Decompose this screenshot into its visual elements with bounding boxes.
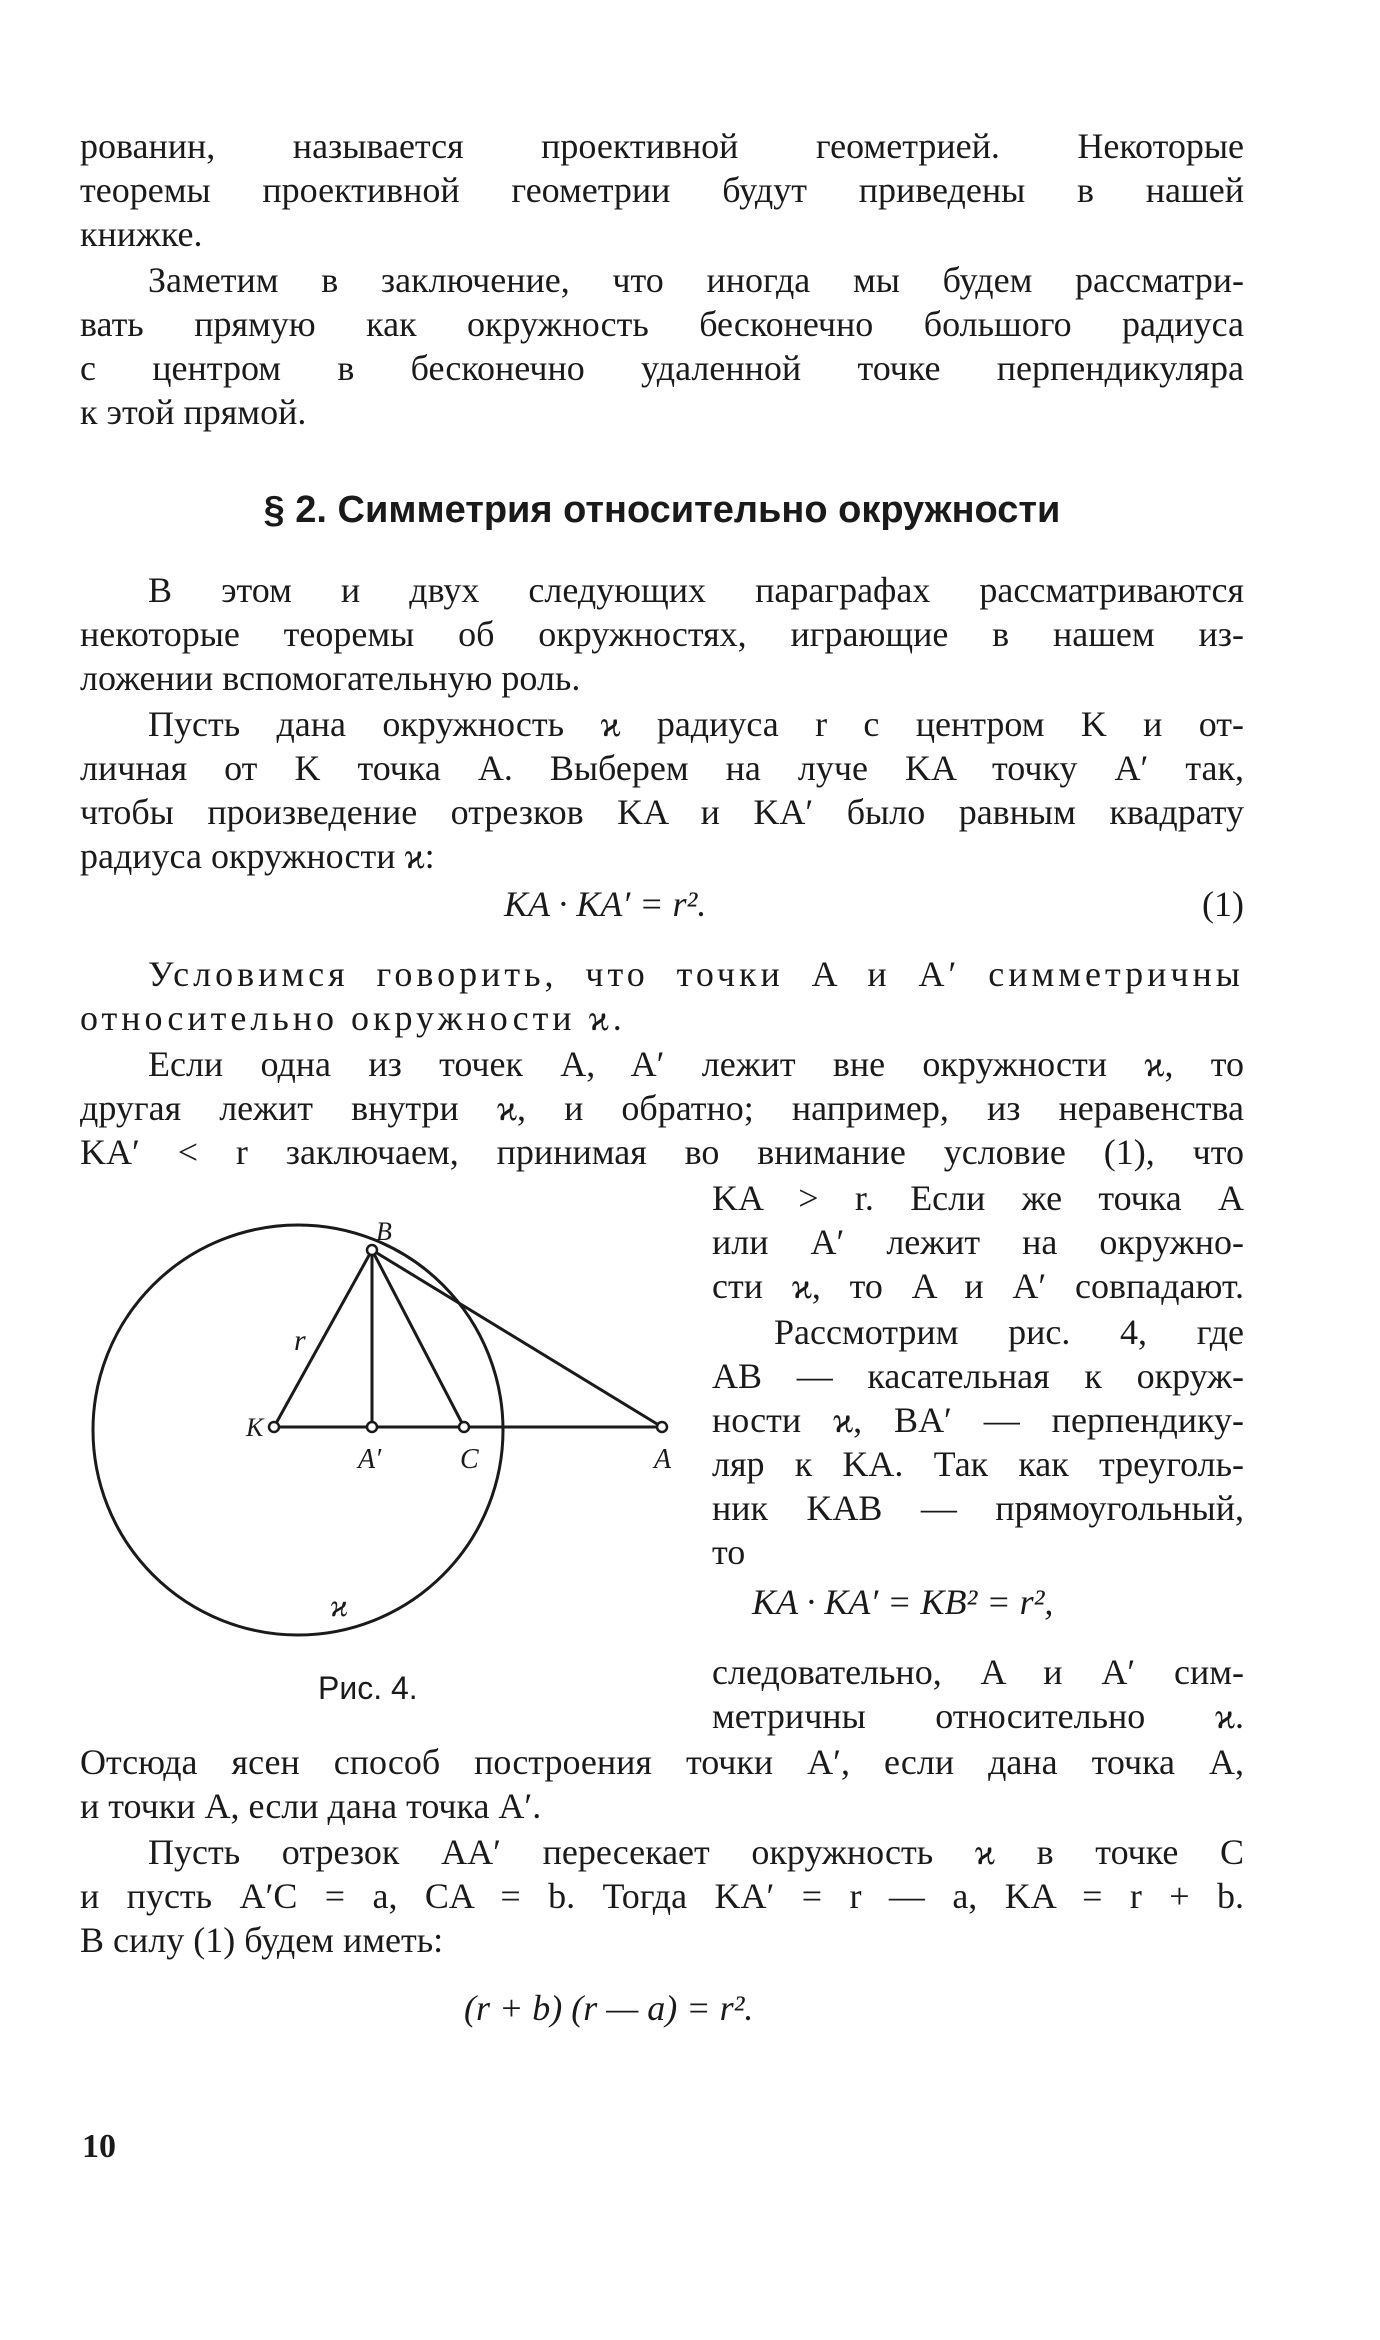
page-number: 10 bbox=[82, 2128, 116, 2165]
text-line: или A′ лежит на окружно- bbox=[712, 1222, 1244, 1262]
text-line: личная от K точка A. Выберем на луче KA точку A′ так, bbox=[80, 748, 1244, 788]
label-a-prime: A′ bbox=[358, 1444, 382, 1475]
section-heading: § 2. Симметрия относительно окружности bbox=[263, 489, 1061, 531]
label-c: C bbox=[460, 1444, 479, 1475]
text-line: ложении вспомогательную роль. bbox=[80, 658, 581, 698]
text-line: В этом и двух следующих параграфах рассматриваются bbox=[148, 570, 1244, 610]
label-kappa: ϰ bbox=[330, 1587, 348, 1623]
point-c bbox=[459, 1422, 469, 1432]
circle-kappa bbox=[93, 1225, 503, 1635]
text-line: метричны относительно ϰ. bbox=[712, 1696, 1244, 1736]
segment-kb bbox=[274, 1250, 372, 1427]
text-line: Рассмотрим рис. 4, где bbox=[774, 1312, 1244, 1352]
point-k bbox=[269, 1422, 279, 1432]
text-line: В силу (1) будем иметь: bbox=[80, 1920, 444, 1960]
text-line: теоремы проективной геометрии будут приведены в нашей bbox=[80, 170, 1244, 210]
text-line: то bbox=[712, 1532, 746, 1572]
figure-4-diagram bbox=[72, 1220, 702, 1660]
text-line: ности ϰ, BA′ — перпендику- bbox=[712, 1400, 1244, 1440]
text-line: вать прямую как окружность бесконечно большого радиуса bbox=[80, 304, 1244, 344]
label-a: A bbox=[654, 1444, 672, 1475]
text-line: ляр к KA. Так как треуголь- bbox=[712, 1444, 1244, 1484]
text-line: Пусть отрезок AA′ пересекает окружность ϰ в точке C bbox=[148, 1832, 1244, 1872]
text-line: некоторые теоремы об окружностях, играющие в нашем из- bbox=[80, 614, 1244, 654]
text-line: сти ϰ, то A и A′ совпадают. bbox=[712, 1266, 1244, 1306]
text-line: Заметим в заключение, что иногда мы будем рассматри- bbox=[148, 260, 1244, 300]
formula-3: (r + b) (r — a) = r². bbox=[464, 1988, 754, 2028]
text-line: KA > r. Если же точка A bbox=[712, 1178, 1244, 1218]
text-line: Отсюда ясен способ построения точки A′, если дана точка A, bbox=[80, 1742, 1244, 1782]
equation-number: (1) bbox=[1202, 884, 1244, 924]
text-line: к этой прямой. bbox=[80, 392, 307, 432]
point-a-prime bbox=[367, 1422, 377, 1432]
point-a bbox=[657, 1422, 667, 1432]
text-line: другая лежит внутри ϰ, и обратно; например, из неравенства bbox=[80, 1088, 1244, 1128]
text-line: чтобы произведение отрезков KA и KA′ было равным квадрату bbox=[80, 792, 1244, 832]
formula-1: KA · KA′ = r². bbox=[504, 884, 707, 924]
point-b bbox=[367, 1245, 377, 1255]
label-k: K bbox=[246, 1413, 264, 1442]
text-line: KA′ < r заключаем, принимая во внимание условие (1), что bbox=[80, 1132, 1244, 1172]
text-line: с центром в бесконечно удаленной точке перпендикуляра bbox=[80, 348, 1244, 388]
text-line: AB — касательная к окруж- bbox=[712, 1356, 1244, 1396]
formula-2: KA · KA′ = KB² = r², bbox=[752, 1582, 1054, 1622]
tangent-ab bbox=[372, 1250, 662, 1427]
text-line: следовательно, A и A′ сим- bbox=[712, 1652, 1244, 1692]
text-line: Пусть дана окружность ϰ радиуса r с центром K и от- bbox=[148, 704, 1244, 744]
label-r: r bbox=[294, 1324, 306, 1357]
text-line: ник KAB — прямоугольный, bbox=[712, 1488, 1244, 1528]
text-line: радиуса окружности ϰ: bbox=[80, 836, 435, 876]
text-line: книжке. bbox=[80, 214, 203, 254]
figure-caption: Рис. 4. bbox=[318, 1670, 418, 1706]
text-line: Условимся говорить, что точки A и A′ симметричны bbox=[148, 954, 1244, 994]
text-line: Если одна из точек A, A′ лежит вне окружности ϰ, то bbox=[148, 1044, 1244, 1084]
text-line: и пусть A′C = a, CA = b. Тогда KA′ = r — a, KA = r + b. bbox=[80, 1876, 1244, 1916]
text-line: рованин, называется проективной геометрией. Некоторые bbox=[80, 126, 1244, 166]
text-line: относительно окружности ϰ. bbox=[80, 998, 626, 1038]
text-line: и точки A, если дана точка A′. bbox=[80, 1786, 542, 1826]
label-b: B bbox=[376, 1220, 392, 1246]
